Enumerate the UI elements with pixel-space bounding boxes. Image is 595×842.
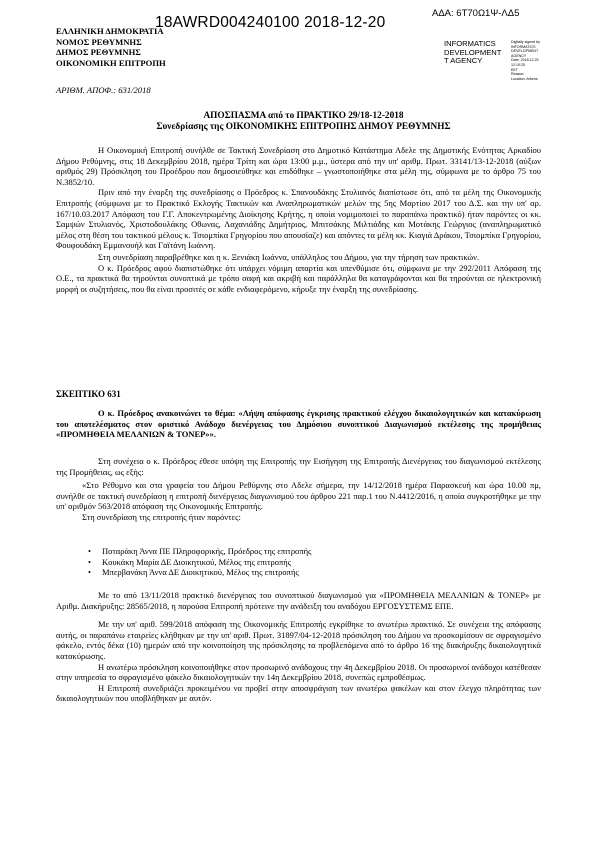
subject-announcement: [56, 408, 541, 440]
ada-code: ΑΔΑ: 6Τ70Ω1Ψ-ΛΔ5: [432, 8, 520, 19]
digital-signature: [511, 40, 549, 81]
signature-line: Date: 2018.12.20 12:10:25: [511, 58, 539, 67]
issuer-line: ΔΗΜΟΣ ΡΕΘΥΜΝΗΣ: [56, 47, 141, 58]
member-name: Μπερβανάκη Άννα ΔΕ Διοικητικού, Μέλος της επιτροπής: [102, 567, 299, 578]
issuer-line: ΟΙΚΟΝΟΜΙΚΗ ΕΠΙΤΡΟΠΗ: [56, 57, 166, 68]
results-section: [56, 590, 541, 704]
bullet-icon: •: [88, 567, 91, 578]
paragraph: Στη συνέχεια ο κ. Πρόεδρος έθεσε υπόψη της Επιτροπής την Εισήγηση της Επιτροπής Διενέργειας του διαγωνισμού εκτέλεσης της Προμήθειας, ως εξής:: [56, 456, 541, 477]
logo-line: T AGENCY: [444, 56, 483, 66]
document-stamp: 18AWRD004240100 2018-12-20: [155, 14, 386, 31]
logo-line: INFORMATICS: [444, 39, 496, 48]
document-title: [56, 111, 551, 133]
signature-line: DEVELOPMENT AGENCY: [511, 49, 539, 58]
signature-line: EET: [511, 67, 518, 72]
committee-list: [88, 546, 311, 578]
list-item: [88, 546, 311, 557]
paragraph: Η Επιτροπή συνεδριάζει προκειμένου να προβεί στην αποσφράγιση των ανωτέρω φακέλων και στον έλεγχο πληρότητας των δικαιολογητικών που υποβλήθηκαν με αυτόν.: [56, 682, 541, 704]
signature-line: Reason:: [511, 72, 525, 77]
paragraph: Στη συνεδρίαση παραβρέθηκε και η κ. Ξενιάκη Ιωάννα, υπάλληλος του Δήμου, για την τήρηση των πρακτικών.: [98, 251, 480, 262]
signature-line: Location: Athens: [511, 76, 538, 81]
paragraph: Η Οικονομική Επιτροπή συνήλθε σε Τακτική Συνεδρίαση στο Δημοτικό Κατάστημα Αδελε της Δημοτικής Ενότητας Αρκαδίου Δήμου Ρεθύμνης, στις 18 Δεκεμβρίου 2018, ημέρα Τρίτη και ώρα 13:00 μ.μ., ύστερα από την υπ' αριθμ. Πρωτ. 33141/13-12-2018 (αύξων αριθμός 29) Πρόσκληση του Προέδρου που δημοσιεύθηκε και επιδόθηκε – γνωστοποιήθηκε στα μέλη της, σύμφωνα με το άρθρο 75 του Ν.3852/10.: [56, 145, 541, 187]
list-item: [88, 567, 311, 578]
member-name: Ποταράκη Άννα ΠΕ Πληροφορικής, Πρόεδρος της επιτροπής: [102, 546, 312, 556]
signature-line: Digitally signed by: [511, 40, 540, 44]
bullet-icon: •: [88, 546, 91, 556]
paragraph: Ο κ. Πρόεδρος αφού διαπιστώθηκε ότι υπάρχει νόμιμη απαρτία και υπενθύμισε ότι, σύμφωνα με την 292/2011 Απόφαση της Ο.Ε., τα πρακτικά θα τηρούνται συνοπτικά με τρόπο σαφή και ακριβή και παράλληλα θα καταγράφονται και θα τηρούνται σε ηλεκτρονική μορφή οι συζητήσεις, που θα είναι προσιτές σε κάθε ενδιαφερόμενο, κήρυξε την έναρξη της συνεδρίασης.: [56, 262, 541, 294]
title-line: Συνεδρίασης της ΟΙΚΟΝΟΜΙΚΗΣ ΕΠΙΤΡΟΠΗΣ ΔΗΜΟΥ ΡΕΘΥΜΝΗΣ: [156, 122, 451, 132]
agency-logo: [444, 40, 501, 66]
logo-line: DEVELOPMENT: [444, 47, 502, 57]
paragraph: Με το από 13/11/2018 πρακτικό διενέργειας του συνοπτικού διαγωνισμού για «ΠΡΟΜΗΘΕΙΑ ΜΕΛΑΝΙΩΝ & ΤΟΝΕΡ» με Αριθμ. Διακήρυξης: 28565/2018, η παρούσα Επιτροπή πρότεινε την ανάδειξη του αναδόχου ΕΡΓΟΣΥΣΤΕΜΣ ΕΠΕ.: [56, 590, 541, 611]
bullet-icon: •: [88, 556, 91, 567]
issuer-line: ΝΟΜΟΣ ΡΕΘΥΜΝΗΣ: [56, 36, 142, 47]
title-line: ΑΠΟΣΠΑΣΜΑ από το ΠΡΑΚΤΙΚΟ 29/18-12-2018: [203, 111, 404, 121]
issuer-block: [56, 26, 166, 68]
proposal-section: [56, 456, 541, 523]
paragraph: Πριν από την έναρξη της συνεδρίασης ο Πρόεδρος κ. Σπανουδάκης Στυλιανός διαπίστωσε ότι, από τα μέλη της Οικονομικής Επιτροπής (σύμφωνα με το Πρακτικό Εκλογής Τακτικών και Αναπληρωματικών μελών της 5ης Μαρτίου 2017 του Δ.Σ. και την υπ' αρ. 167/10.03.2017 Απόφαση του Γ.Γ. Αποκεντρωμένης Διοίκησης Κρήτης, η οποία νομιμοποιεί το παραπάνω πρακτικό) ήταν παρόντες οι κκ. Σαμψών Στυλιανός, Χριστοδουλάκης Οθωνας, Λαχανιάδης Δημήτριος, Μπιτσάκης Μιλτιάδης και Μοτάκης Γεώργιος (αναπληρωματικό μέλος στη θέση του τακτικού μέλους κ. Τσιομπίκα Γρηγορίου που απουσίαζε) και απόντες τα μέλη κκ. Κιαγιά Δράκου, Τσιομπίκα Γρηγορίου, Φουφουδάκη Εμμανουήλ και Γαϊτάνη Ιωάννη.: [56, 187, 541, 251]
intro-section: [56, 145, 541, 294]
quote-paragraph: «Στο Ρέθυμνο και στα γραφεία του Δήμου Ρεθύμνης στο Αδελε σήμερα, την 14/12/2018 ημέρα Παρασκευή και ώρα 10.00 πμ, συνήλθε σε τακτική συνεδρίαση η επιτροπή διενέργειας διαγωνισμού του άρθρου 221 παρ.1 του Ν.4412/2016, η οποία συγκροτήθηκε με την υπ' αριθμόν 563/2018 απόφαση της Οικονομικής Επιτροπής.: [56, 480, 541, 512]
member-name: Κουκάκη Μαρία ΔΕ Διοικητικού, Μέλος της επιτροπής: [102, 556, 292, 567]
decision-number: ΑΡΙΘΜ. ΑΠΟΦ.: 631/2018: [56, 85, 151, 95]
signature-line: INFORMATICS: [511, 44, 536, 49]
paragraph: Στη συνεδρίαση της επιτροπής ήταν παρόντες:: [82, 511, 241, 522]
section-heading: ΣΚΕΠΤΙΚΟ 631: [56, 389, 121, 399]
list-item: [88, 557, 311, 568]
paragraph: Με την υπ' αριθ. 599/2018 απόφαση της Οικονομικής Επιτροπής εγκρίθηκε το ανωτέρω πρακτικό. Σε συνέχεια της απόφασης αυτής, οι παραπάνω εταιρείες κλήθηκαν με την υπ' αριθ. Πρωτ. 31897/04-12-2018 πρόσκληση του Δήμου να προσκομίσουν σε σφραγισμένο φάκελο, εντός δέκα (10) ημερών από την κοινοποίηση της πρόσκλησης τα προβλεπόμενα από το άρθρο 16 της διακήρυξης δικαιολογητικά κατακύρωσης.: [56, 619, 541, 661]
paragraph: Η ανωτέρω πρόσκληση κοινοποιήθηκε στον προσωρινό ανάδοχους την 4η Δεκεμβρίου 2018. Οι προσωρινοί ανάδοχοι κατέθεσαν στην υπηρεσία το σφραγισμένο φάκελο δικαιολογητικών την 14η Δεκεμβρίου 2018, συνεπώς εμπροθέσμως.: [56, 661, 541, 683]
issuer-line: ΕΛΛΗΝΙΚΗ ΔΗΜΟΚΡΑΤΙΑ: [56, 26, 164, 36]
paragraph: Ο κ. Πρόεδρος ανακοινώνει το θέμα: «Λήψη απόφασης έγκρισης πρακτικού ελέγχου δικαιολογητικών και κατακύρωση του αποτελέσματος στον οριστικό Ανάδοχο διενέργειας του Δημόσιου συνοπτικού Διαγωνισμού εκτέλεσης της προμήθειας «ΠΡΟΜΗΘΕΙΑ ΜΕΛΑΝΙΩΝ & ΤΟΝΕΡ»».: [56, 408, 541, 440]
